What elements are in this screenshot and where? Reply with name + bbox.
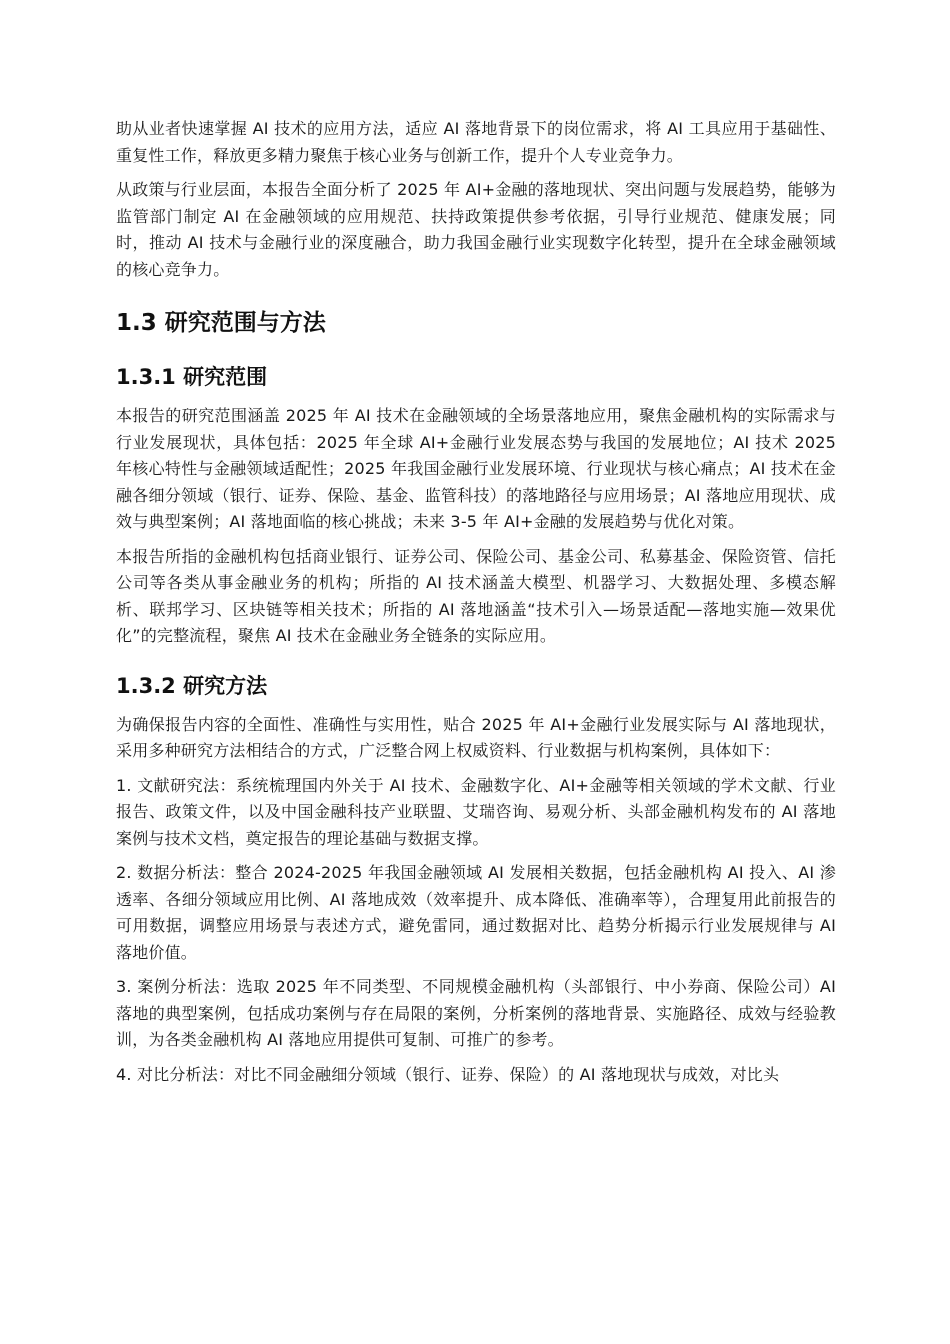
intro-paragraph-1: 助从业者快速掌握 AI 技术的应用方法，适应 AI 落地背景下的岗位需求，将 AI 工具应用于基础性、重复性工作，释放更多精力聚焦于核心业务与创新工作，提升个人专业竞争力。 <box>116 119 836 165</box>
intro-paragraph-2: 从政策与行业层面，本报告全面分析了 2025 年 AI+金融的落地现状、突出问题与发展趋势，能够为监管部门制定 AI 在金融领域的应用规范、扶持政策提供参考依据，引导行业规范、健康发展；同时，推动 AI 技术与金融行业的深度融合，助力我国金融行业实现数字化转型，提升在全球金融领域的核心竞争力。 <box>116 180 836 279</box>
method-item-literature: 1. 文献研究法：系统梳理国内外关于 AI 技术、金融数字化、AI+金融等相关领域的学术文献、行业报告、政策文件，以及中国金融科技产业联盟、艾瑞咨询、易观分析、头部金融机构发布的 AI 落地案例与技术文档，奠定报告的理论基础与数据支撑。 <box>116 775 836 848</box>
section-heading-1-3-2: 1.3.2 研究方法 <box>116 673 268 698</box>
scope-paragraph-1: 本报告的研究范围涵盖 2025 年 AI 技术在金融领域的全场景落地应用，聚焦金融机构的实际需求与行业发展现状，具体包括：2025 年全球 AI+金融行业发展态势与我国的发展地位；AI 技术 2025 年核心特性与金融领域适配性；2025 年我国金融行业发展环境、行业现状与核心痛点；AI 技术在金融各细分领域（银行、证券、保险、基金、监管科技）的落地路径与应用场景；AI 落地应用现状、成效与典型案例；AI 落地面临的核心挑战；未来 3-5 年 AI+金融的发展趋势与优化对策。 <box>116 406 836 531</box>
methods-intro-paragraph: 为确保报告内容的全面性、准确性与实用性，贴合 2025 年 AI+金融行业发展实际与 AI 落地现状，采用多种研究方法相结合的方式，广泛整合网上权威资料、行业数据与机构案例，具体如下： <box>116 714 836 760</box>
method-item-comparison: 4. 对比分析法：对比不同金融细分领域（银行、证券、保险）的 AI 落地现状与成效，对比头 <box>116 1064 780 1084</box>
section-heading-1-3-1: 1.3.1 研究范围 <box>116 365 268 389</box>
method-item-data-analysis: 2. 数据分析法：整合 2024-2025 年我国金融领域 AI 发展相关数据，包括金融机构 AI 投入、AI 渗透率、各细分领域应用比例、AI 落地成效（效率提升、成本降低、准确率等），合理复用此前报告的可用数据，调整应用场景与表述方式，避免雷同，通过数据对比、趋势分析揭示行业发展规律与 AI 落地价值。 <box>116 863 836 962</box>
method-item-case-analysis: 3. 案例分析法：选取 2025 年不同类型、不同规模金融机构（头部银行、中小券商、保险公司）AI 落地的典型案例，包括成功案例与存在局限的案例，分析案例的落地背景、实施路径、成效与经验教训，为各类金融机构 AI 落地应用提供可复制、可推广的参考。 <box>116 977 836 1049</box>
scope-paragraph-2: 本报告所指的金融机构包括商业银行、证券公司、保险公司、基金公司、私募基金、保险资管、信托公司等各类从事金融业务的机构；所指的 AI 技术涵盖大模型、机器学习、大数据处理、多模态解析、联邦学习、区块链等相关技术；所指的 AI 落地涵盖“技术引入—场景适配—落地实施—效果优化”的完整流程，聚焦 AI 技术在金融业务全链条的实际应用。 <box>116 546 836 645</box>
section-heading-1-3: 1.3 研究范围与方法 <box>116 310 326 336</box>
document-page <box>116 116 836 1096</box>
